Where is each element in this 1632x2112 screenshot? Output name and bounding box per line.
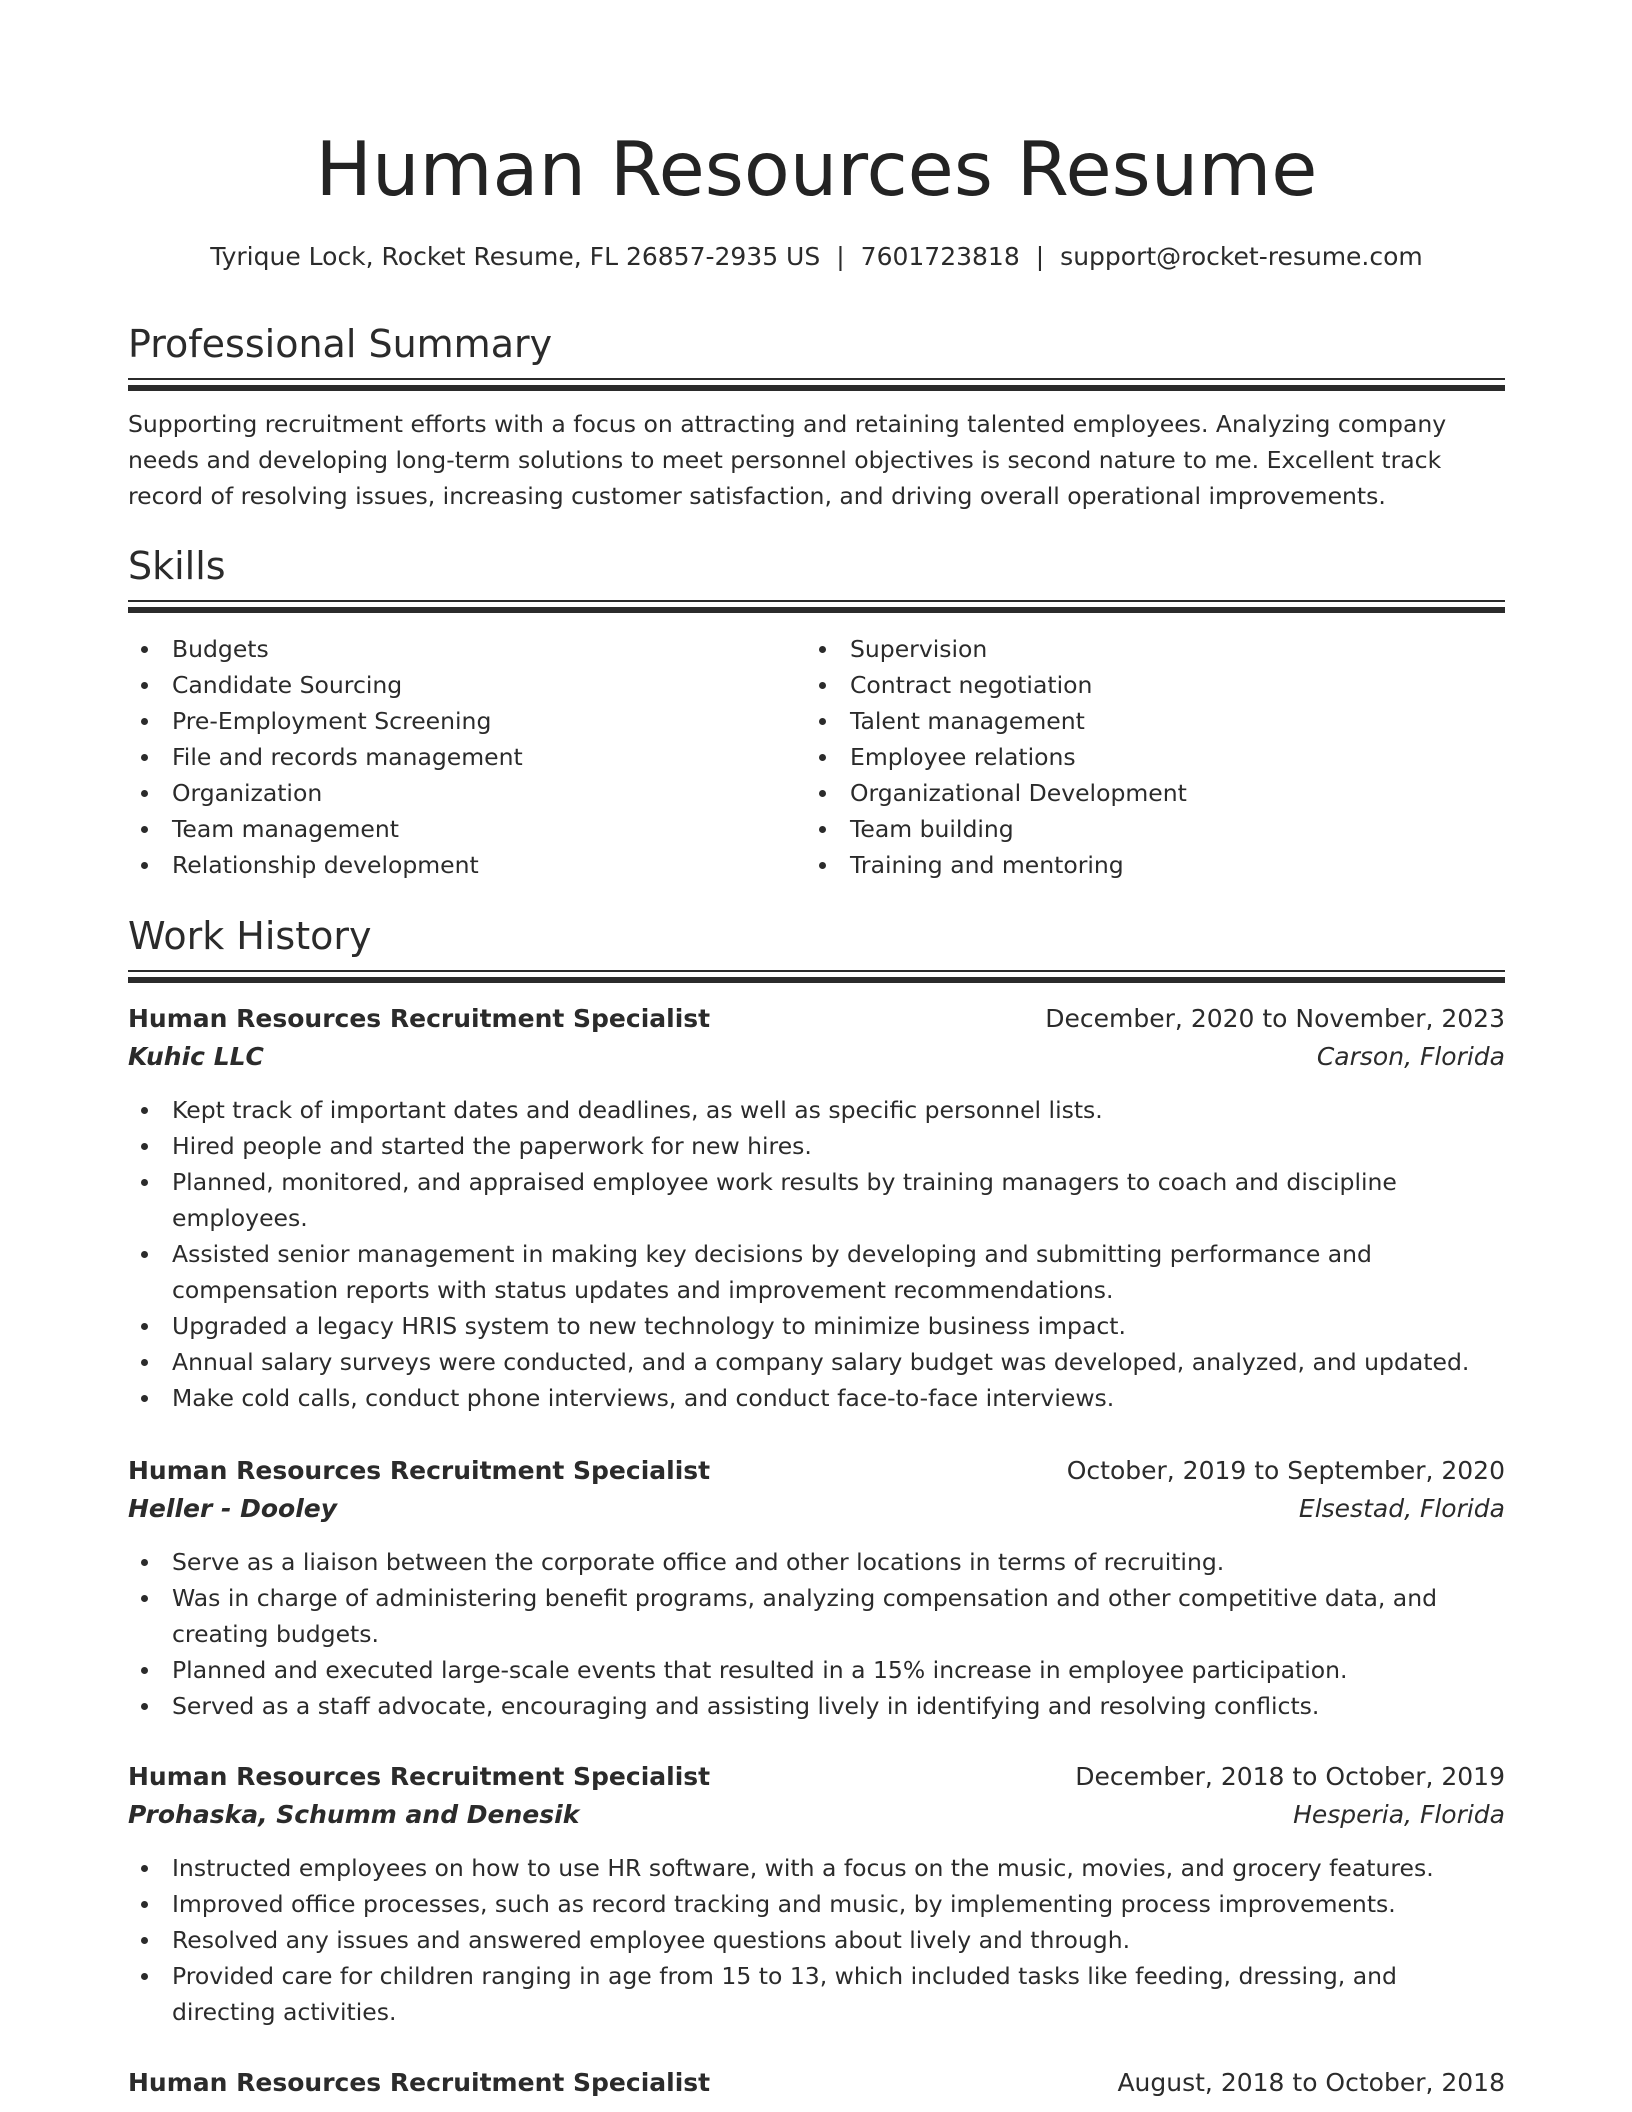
section-heading-skills: Skills xyxy=(128,544,226,588)
job-company: Kuhic LLC xyxy=(128,1042,264,1071)
skill-item: Relationship development xyxy=(128,847,768,883)
skill-item: Organization xyxy=(128,775,768,811)
skills-list-left xyxy=(128,631,768,883)
job-bullet: Planned and executed large-scale events that resulted in a 15% increase in employee participation. xyxy=(128,1652,1505,1688)
contact-address: Tyrique Lock, Rocket Resume, FL 26857-2935 US xyxy=(210,242,821,271)
skill-item: Candidate Sourcing xyxy=(128,667,768,703)
section-heading-summary: Professional Summary xyxy=(128,322,553,366)
job-dates: October, 2019 to September, 2020 xyxy=(1066,1456,1505,1485)
section-divider xyxy=(128,378,1505,391)
job-bullet: Serve as a liaison between the corporate office and other locations in terms of recruiting. xyxy=(128,1544,1505,1580)
resume-page xyxy=(128,0,1505,2112)
job-title: Human Resources Recruitment Specialist xyxy=(128,2068,711,2097)
job-bullets xyxy=(128,1092,1505,1416)
contact-separator: | xyxy=(836,242,845,271)
skill-item: Supervision xyxy=(806,631,1446,667)
job-bullets xyxy=(128,1850,1505,2030)
job-bullet: Kept track of important dates and deadlines, as well as specific personnel lists. xyxy=(128,1092,1505,1128)
job-title: Human Resources Recruitment Specialist xyxy=(128,1456,711,1485)
job-bullet: Annual salary surveys were conducted, and a company salary budget was developed, analyzed, and updated. xyxy=(128,1344,1505,1380)
section-divider xyxy=(128,970,1505,983)
contact-phone: 7601723818 xyxy=(860,242,1020,271)
skill-item: Organizational Development xyxy=(806,775,1446,811)
contact-separator: | xyxy=(1035,242,1045,271)
job-bullet: Resolved any issues and answered employee questions about lively and through. xyxy=(128,1922,1505,1958)
job-entry xyxy=(128,1000,1505,1416)
job-dates: August, 2018 to October, 2018 xyxy=(1117,2068,1505,2097)
section-divider xyxy=(128,600,1505,613)
job-bullets xyxy=(128,1544,1505,1724)
job-location: Carson, Florida xyxy=(1316,1042,1505,1071)
job-bullet: Upgraded a legacy HRIS system to new technology to minimize business impact. xyxy=(128,1308,1505,1344)
skill-item: Pre-Employment Screening xyxy=(128,703,768,739)
job-company: Heller - Dooley xyxy=(128,1494,338,1523)
job-bullet: Assisted senior management in making key decisions by developing and submitting performance and compensation reports with status updates and improvement recommendations. xyxy=(128,1236,1505,1308)
job-bullet: Make cold calls, conduct phone interviews, and conduct face-to-face interviews. xyxy=(128,1380,1505,1416)
job-title: Human Resources Recruitment Specialist xyxy=(128,1004,711,1033)
skill-item: Team management xyxy=(128,811,768,847)
job-dates: December, 2018 to October, 2019 xyxy=(1075,1762,1505,1791)
skill-item: Talent management xyxy=(806,703,1446,739)
job-bullet: Provided care for children ranging in age from 15 to 13, which included tasks like feeding, dressing, and directing activities. xyxy=(128,1958,1505,2030)
job-bullet: Hired people and started the paperwork for new hires. xyxy=(128,1128,1505,1164)
job-location: Elsestad, Florida xyxy=(1298,1494,1505,1523)
skill-item: Budgets xyxy=(128,631,768,667)
skill-item: Employee relations xyxy=(806,739,1446,775)
contact-line xyxy=(128,240,1505,274)
job-entry xyxy=(128,1758,1505,2030)
job-entry xyxy=(128,1452,1505,1724)
skill-item: Contract negotiation xyxy=(806,667,1446,703)
job-title: Human Resources Recruitment Specialist xyxy=(128,1762,711,1791)
skill-item: File and records management xyxy=(128,739,768,775)
skill-item: Team building xyxy=(806,811,1446,847)
job-company: Prohaska, Schumm and Denesik xyxy=(128,1800,580,1829)
job-bullet: Planned, monitored, and appraised employee work results by training managers to coach and discipline employees. xyxy=(128,1164,1505,1236)
skills-list-right xyxy=(806,631,1446,883)
job-dates: December, 2020 to November, 2023 xyxy=(1045,1004,1505,1033)
job-bullet: Instructed employees on how to use HR software, with a focus on the music, movies, and grocery features. xyxy=(128,1850,1505,1886)
section-heading-work-history: Work History xyxy=(128,914,372,958)
job-location: Hesperia, Florida xyxy=(1293,1800,1505,1829)
job-bullet: Improved office processes, such as record tracking and music, by implementing process improvements. xyxy=(128,1886,1505,1922)
summary-text: Supporting recruitment efforts with a focus on attracting and retaining talented employees. Analyzing company needs and developing long-term solutions to meet personnel objectives is second nature to me. Excellent track record of resolving issues, increasing customer satisfaction, and driving overall operational improvements. xyxy=(128,410,1447,510)
job-bullet: Was in charge of administering benefit programs, analyzing compensation and other competitive data, and creating budgets. xyxy=(128,1580,1505,1652)
skill-item: Training and mentoring xyxy=(806,847,1446,883)
document-title: Human Resources Resume xyxy=(315,125,1318,213)
contact-email: support@rocket-resume.com xyxy=(1060,242,1423,271)
job-entry xyxy=(128,2064,1505,2102)
job-bullet: Served as a staff advocate, encouraging and assisting lively in identifying and resolving conflicts. xyxy=(128,1688,1505,1724)
